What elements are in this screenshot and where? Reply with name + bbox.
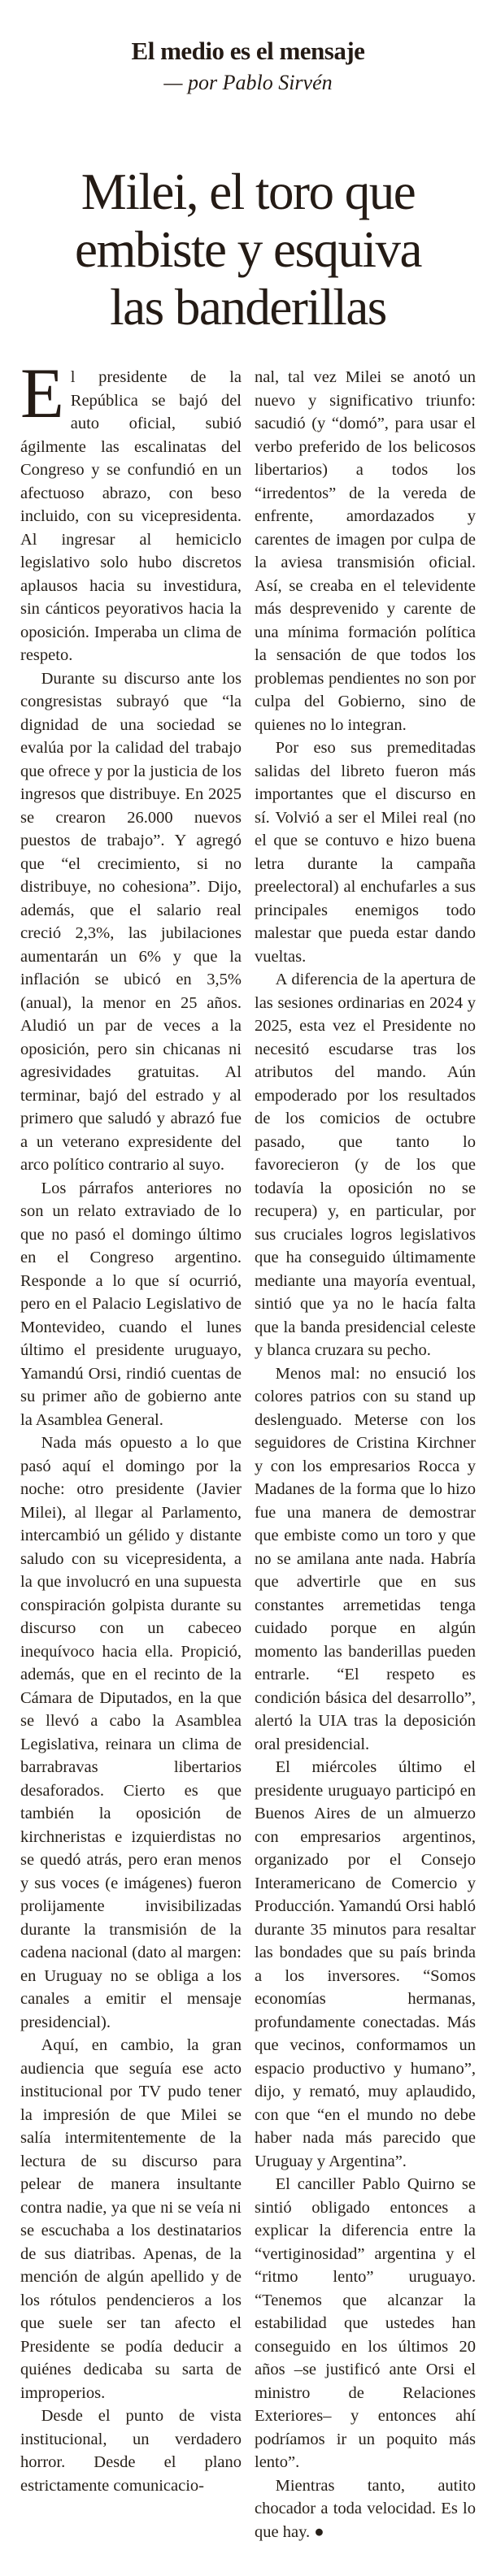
headline-line: Milei, el toro que <box>81 163 416 221</box>
paragraph: Desde el punto de vista institucional, un verdadero horror. Desde el plano estrictamente comunicacio- <box>20 2407 242 2495</box>
paragraph: A diferencia de la apertura de las sesiones ordinarias en 2024 y 2025, esta vez el Presidente no necesitó escudarse tras los atributos del mando. Aún empoderado por los resultados de los comicios de octubre pasado, que tanto lo favorecieron (y de los que todavía la oposición no se recupera) y, en particular, por sus cruciales logros legislativos que ha conseguido últimamente mediante una mayoría eventual, sintió que ya no le hacía falta que la banda presidencial celeste y blanca cruzara su pecho. <box>255 971 476 1360</box>
paragraph: Aquí, en cambio, la gran audiencia que seguía ese acto institucional por TV pudo tener la impresión de que Milei se salía intermitentemente de la lectura de su discurso para pelear de manera insultante contra nadie, ya que ni se veía ni se escuchaba a los destinatarios de sus diatribas. Apenas, de la mención de algún apellido y de los rótulos pendencieros a los que suele ser tan afecto el Presidente se podía deducir a quiénes dedicaba su sarta de improperios. <box>20 2036 242 2402</box>
paragraph-text: l presidente de la República se bajó del auto oficial, subió ágilmente las escalinatas del Congreso y se confundió en un afectuoso abrazo, con beso incluido, con su vicepresidenta. Al ingresar al hemiciclo legislativo solo hubo discretos aplausos hacia su investidura, sin cánticos peyorativos hacia la oposición. Imperaba un clima de respeto. <box>20 368 242 665</box>
paragraph: Los párrafos anteriores no son un relato extraviado de lo que no pasó el domingo último en el Congreso argentino. Responde a lo que sí ocurrió, pero en el Palacio Legislativo de Montevideo, cuando el lunes último el presidente uruguayo, Yamandú Orsi, rindió cuentas de su primer año de gobierno ante la Asamblea General. <box>20 1179 242 1429</box>
paragraph: Menos mal: no ensució los colores patrios con su stand up deslenguado. Meterse con los seguidores de Cristina Kirchner y con los empresarios Rocca y Madanes de la forma que lo hizo fue una manera de demostrar que embiste como un toro y que no se amilana ante nada. Habría que advertirle que en sus constantes arremetidas tenga cuidado porque en algún momento las banderillas pueden entrarle. “El respeto es condición básica del desarrollo”, alertó la UIA tras la deposición oral presidencial. <box>255 1364 476 1753</box>
paragraph: Durante su discurso ante los congresistas subrayó que “la dignidad de una sociedad se evalúa por la calidad del trabajo que ofrece y por la justicia de los ingresos que distribuye. En 2025 se crearon 26.000 nuevos puestos de trabajo”. Y agregó que “el crecimiento, si no distribuye, no cohesiona”. Dijo, además, que el salario real creció 2,3%, las jubilaciones aumentarán un 6% y que la inflación se ubicó en 3,5% (anual), la menor en 25 años. Aludió un par de veces a la oposición, pero sin chicanas ni agresividades gratuitas. Al terminar, bajó del estrado y al primero que saludó y abrazó fue a un veterano expresidente del arco político contrario al suyo. <box>20 669 242 1175</box>
paragraph: nal, tal vez Milei se anotó un nuevo y significativo triunfo: sacudió (y “domó”, para usar el verbo preferido de los belicosos libertarios) a todos los “irredentos” de la vereda de enfrente, amordazados y carentes de imagen por culpa de la aviesa transmisión oficial. Así, se creaba en el televidente más desprevenido y carente de una mínima formación política la sensación de que todos los problemas pendientes no son por culpa del Gobierno, sino de quienes no lo integran. <box>255 368 476 734</box>
paragraph: Mientras tanto, autito chocador a toda velocidad. Es lo que hay. ● <box>255 2476 476 2541</box>
article-body <box>20 354 476 2543</box>
paragraph: Nada más opuesto a lo que pasó aquí el domingo por la noche: otro presidente (Javier Milei), al llegar al Parlamento, intercambió un gélido y distante saludo con su vicepresidenta, a la que involucró en una supuesta conspiración golpista durante su discurso con un cabeceo inequívoco hacia ella. Propició, además, que en el recinto de la Cámara de Diputados, en la que se llevó a cabo la Asamblea Legislativa, reinara un clima de barrabravas libertarios desaforados. Cierto es que también la oposición de kirchneristas e izquierdistas no se quedó atrás, pero eran menos y sus voces (e imágenes) fueron prolijamente invisibilizadas durante la transmisión de la cadena nacional (dato al margen: en Uruguay no se obliga a los canales a emitir el mensaje presidencial). <box>20 1434 242 2031</box>
article-kicker: El medio es el mensaje <box>131 37 365 65</box>
drop-cap: E <box>20 354 64 434</box>
paragraph: Por eso sus premeditadas salidas del libreto fueron más importantes que el discurso en sí. Volvió a ser el Milei real (no el que se contuvo e hizo buena letra durante la campaña preelectoral) al enchufarles a sus principales enemigos todo malestar que pueda estar dando vueltas. <box>255 739 476 966</box>
left-column <box>20 354 242 2543</box>
right-column <box>255 366 476 2543</box>
article-byline: — por Pablo Sirvén <box>163 71 333 95</box>
paragraph: El miércoles último el presidente uruguayo participó en Buenos Aires de un almuerzo con empresarios argentinos, organizado por el Consejo Interamericano de Comercio y Producción. Yamandú Orsi habló durante 35 minutos para resaltar las bondades que su país brinda a los inversores. “Somos economías hermanas, profundamente conectadas. Más que vecinos, conformamos un espacio productivo y humano”, dijo, y remató, muy aplaudido, con que “en el mundo no debe haber nada más parecido que Uruguay y Argentina”. <box>255 1758 476 2170</box>
headline-line: las banderillas <box>110 279 386 337</box>
paragraph <box>20 354 242 667</box>
headline-line: embiste y esquiva <box>75 221 421 279</box>
paragraph: El canciller Pablo Quirno se sintió obligado entonces a explicar la diferencia entre la “vertiginosidad” argentina y el “ritmo lento” uruguayo. “Tenemos que alcanzar la estabilidad que ustedes han conseguido en los últimos 20 años –se justificó ante Orsi el ministro de Relaciones Exteriores– y entonces ahí podríamos ir un poquito más lento”. <box>255 2175 476 2472</box>
article-headline <box>20 163 476 337</box>
